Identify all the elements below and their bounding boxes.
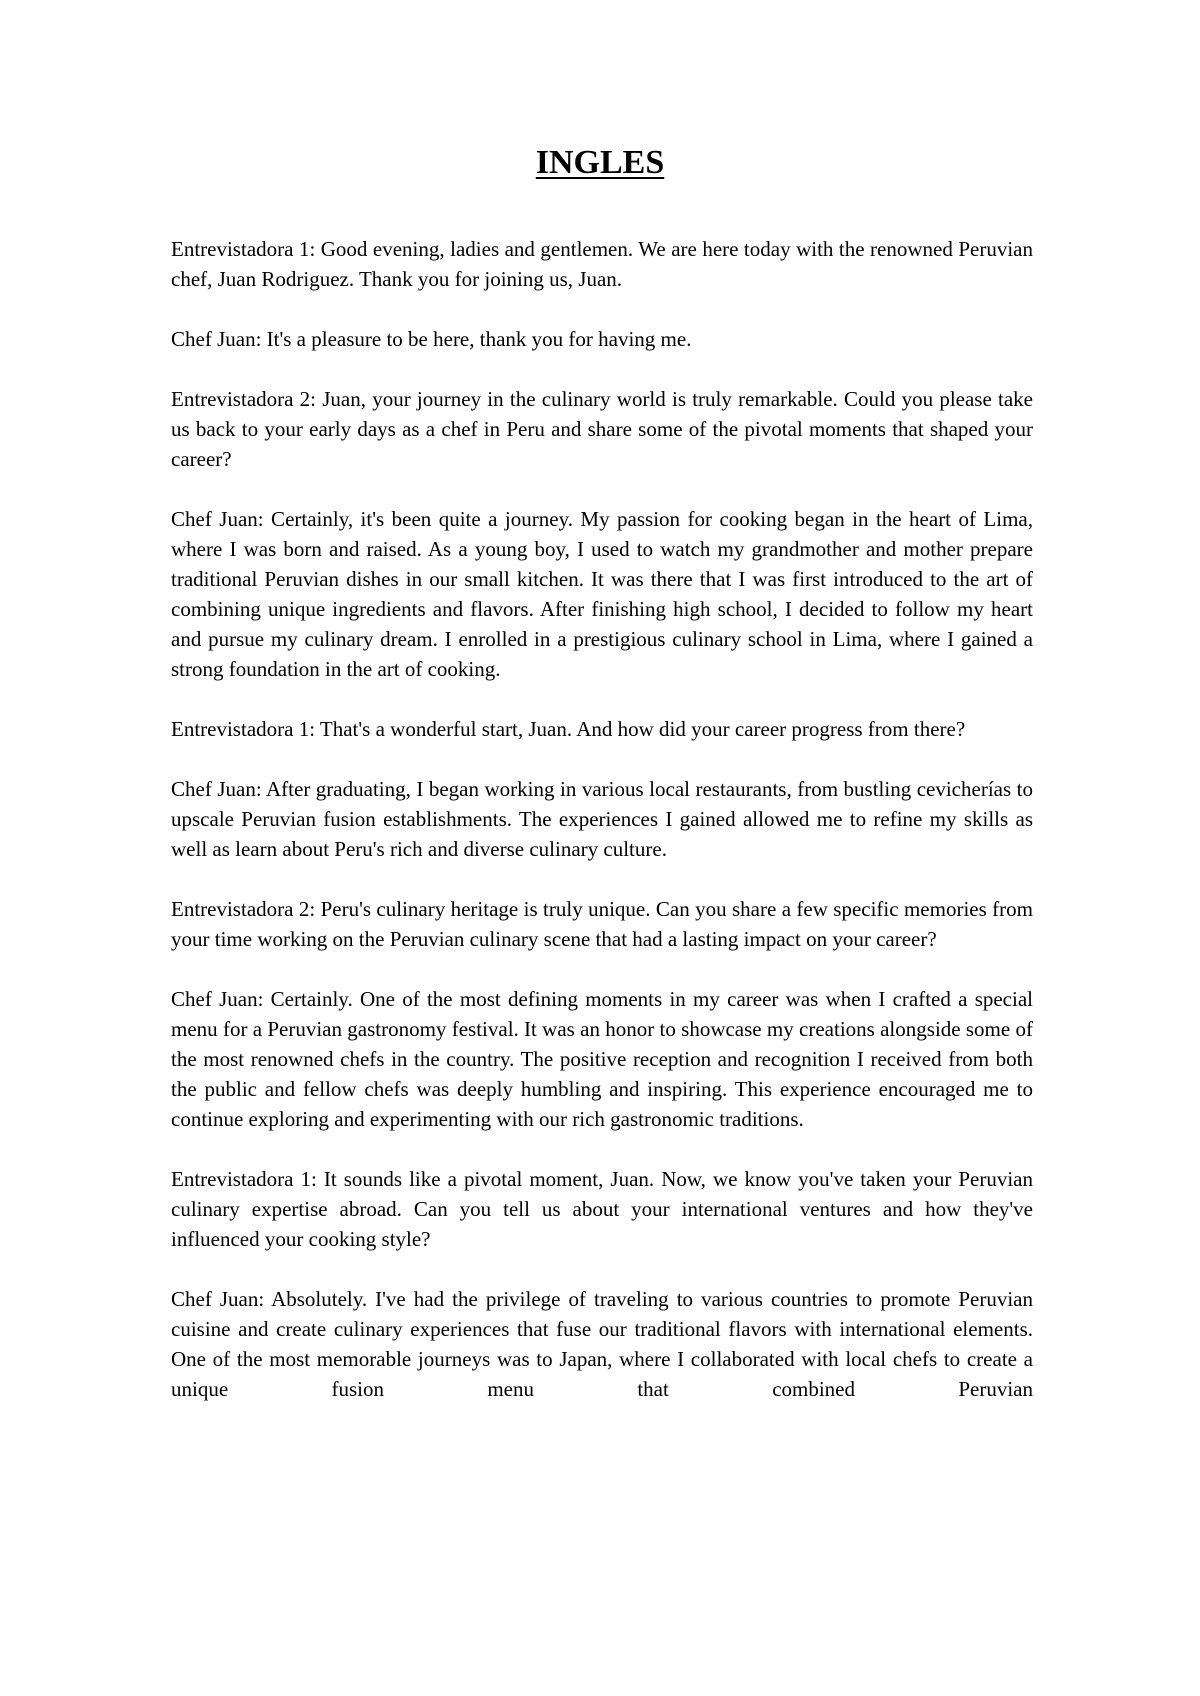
paragraph-interviewer-1-intro: Entrevistadora 1: Good evening, ladies and gentlemen. We are here today with the renowned Peruvian chef, Juan Rodriguez. Thank you for joining us, Juan. [171,237,1033,291]
document-body [171,234,1033,1404]
paragraph-chef-reply-2: Chef Juan: Certainly, it's been quite a journey. My passion for cooking began in the heart of Lima, where I was born and raised. As a young boy, I used to watch my grandmother and mother prepare traditional Peruvian dishes in our small kitchen. It was there that I was first introduced to the art of combining unique ingredients and flavors. After finishing high school, I decided to follow my heart and pursue my culinary dream. I enrolled in a prestigious culinary school in Lima, where I gained a strong foundation in the art of cooking. [171,507,1033,681]
paragraph-chef-reply-5: Chef Juan: Absolutely. I've had the privilege of traveling to various countries to promote Peruvian cuisine and create culinary experiences that fuse our traditional flavors with international elements. One of the most memorable journeys was to Japan, where I collaborated with local chefs to create a unique fusion menu that combined Peruvian [171,1287,1033,1401]
paragraph-chef-reply-1: Chef Juan: It's a pleasure to be here, thank you for having me. [171,327,692,351]
paragraph-interviewer-1-question-4: Entrevistadora 1: It sounds like a pivotal moment, Juan. Now, we know you've taken your Peruvian culinary expertise abroad. Can you tell us about your international ventures and how they've influenced your cooking style? [171,1167,1033,1251]
paragraph-chef-reply-4: Chef Juan: Certainly. One of the most defining moments in my career was when I crafted a special menu for a Peruvian gastronomy festival. It was an honor to showcase my creations alongside some of the most renowned chefs in the country. The positive reception and recognition I received from both the public and fellow chefs was deeply humbling and inspiring. This experience encouraged me to continue exploring and experimenting with our rich gastronomic traditions. [171,987,1033,1131]
paragraph-chef-reply-3: Chef Juan: After graduating, I began working in various local restaurants, from bustling cevicherías to upscale Peruvian fusion establishments. The experiences I gained allowed me to refine my skills as well as learn about Peru's rich and diverse culinary culture. [171,777,1033,861]
paragraph-interviewer-2-question-1: Entrevistadora 2: Juan, your journey in the culinary world is truly remarkable. Could you please take us back to your early days as a chef in Peru and share some of the pivotal moments that shaped your career? [171,387,1033,471]
document-title: INGLES [535,144,665,181]
paragraph-interviewer-1-question-2: Entrevistadora 1: That's a wonderful start, Juan. And how did your career progress from there? [171,717,966,741]
paragraph-interviewer-2-question-3: Entrevistadora 2: Peru's culinary heritage is truly unique. Can you share a few specific memories from your time working on the Peruvian culinary scene that had a lasting impact on your career? [171,897,1033,951]
